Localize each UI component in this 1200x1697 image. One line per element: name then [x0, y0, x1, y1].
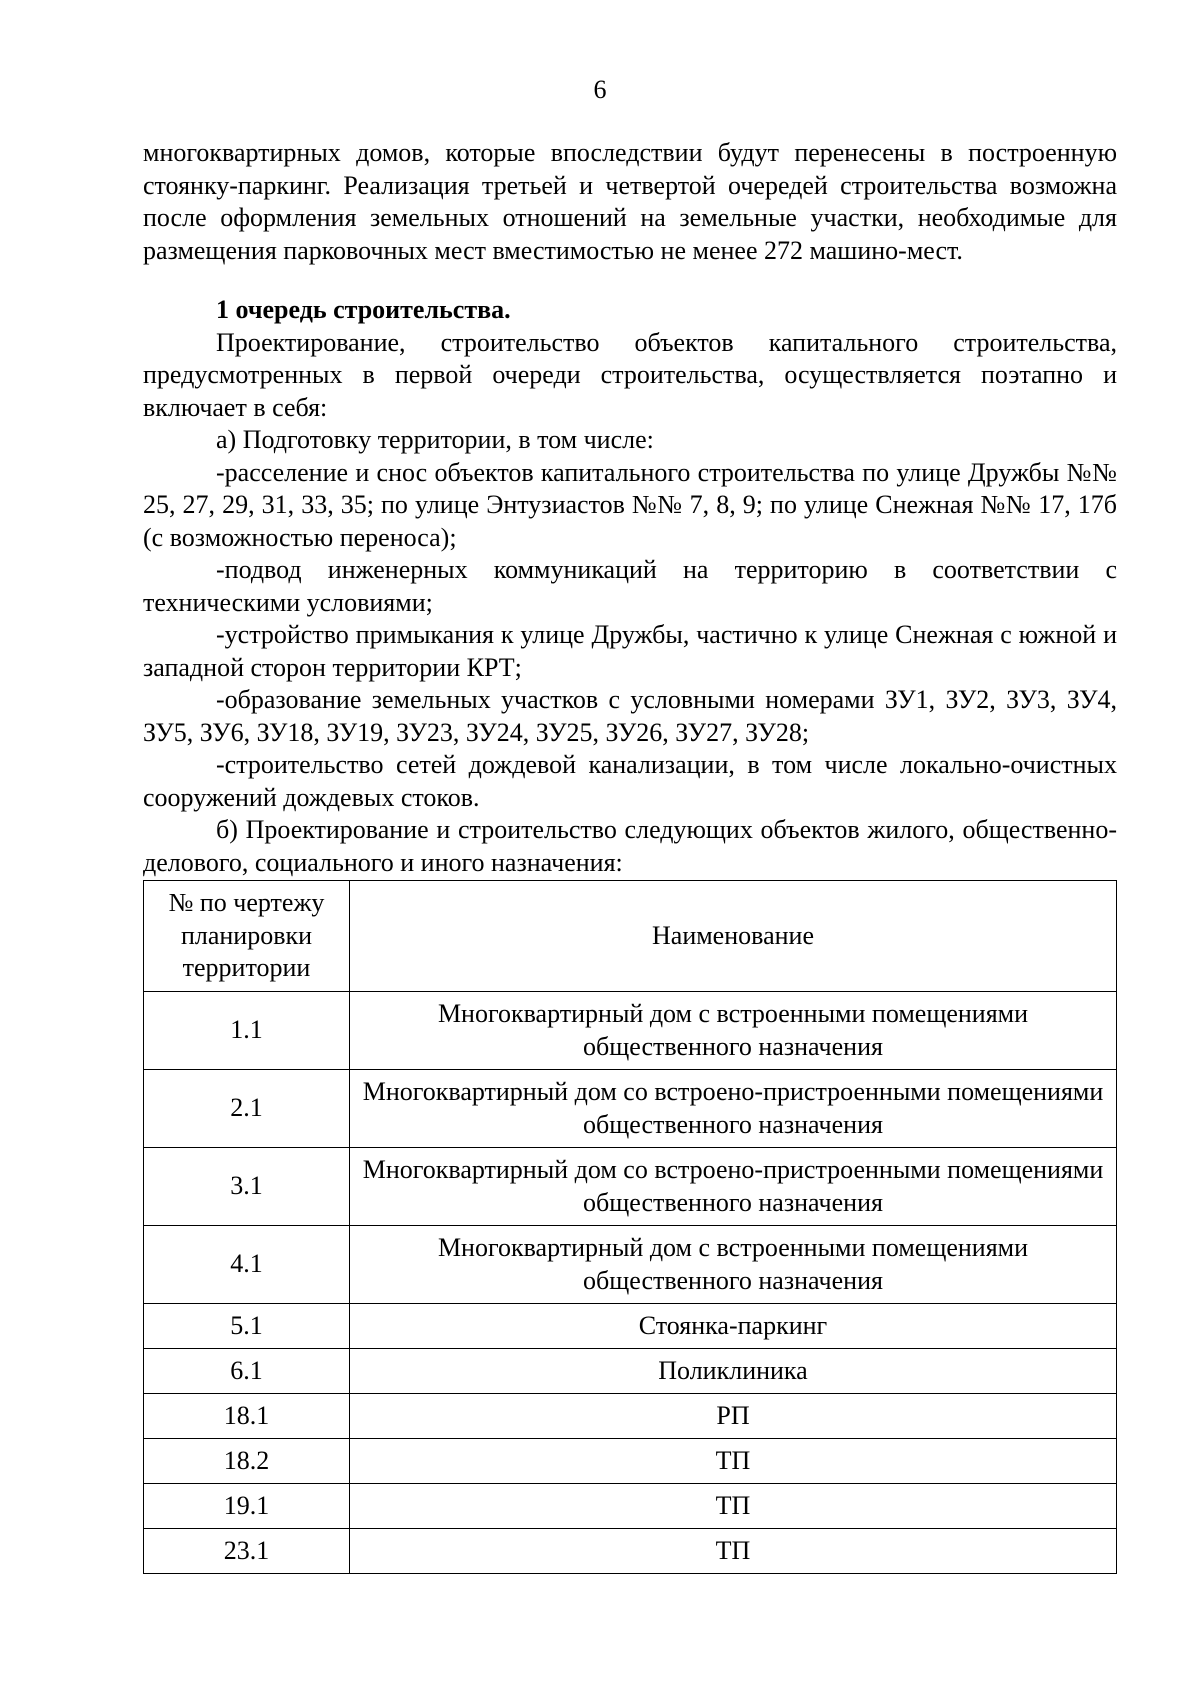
- paragraph-continuation: многоквартирных домов, которые впоследствии будут перенесены в построенную стоянку-паркинг. Реализация третьей и четвертой очередей строительства возможна после оформления земельных отношений на земельные участки, необходимые для размещения парковочных мест вместимостью не менее 272 машино-мест.: [143, 138, 1117, 265]
- cell-number: 4.1: [144, 1226, 350, 1304]
- table-row: [144, 1349, 1117, 1394]
- table-row: [144, 1304, 1117, 1349]
- cell-name: Стоянка-паркинг: [350, 1304, 1117, 1349]
- section-heading: 1 очередь строительства.: [216, 295, 511, 324]
- cell-number: 18.1: [144, 1394, 350, 1439]
- cell-name: ТП: [350, 1529, 1117, 1574]
- paragraph-intro: Проектирование, строительство объектов капитального строительства, предусмотренных в первой очереди строительства, осуществляется поэтапно и включает в себя:: [143, 327, 1117, 422]
- cell-number: 2.1: [144, 1070, 350, 1148]
- header-number: № по чертежу планировки территории: [144, 881, 350, 992]
- table-row: [144, 1394, 1117, 1439]
- paragraph-resettlement: -расселение и снос объектов капитального строительства по улице Дружбы №№ 25, 27, 29, 31, 33, 35; по улице Энтузиастов №№ 7, 8, 9; по улице Снежная №№ 17, 17б (с возможностью переноса);: [143, 457, 1117, 552]
- cell-number: 3.1: [144, 1148, 350, 1226]
- objects-table: [143, 880, 1117, 1574]
- table-row: [144, 992, 1117, 1070]
- cell-name: Поликлиника: [350, 1349, 1117, 1394]
- paragraph-junction: -устройство примыкания к улице Дружбы, частично к улице Снежная с южной и западной сторон территории КРТ;: [143, 620, 1117, 682]
- cell-number: 5.1: [144, 1304, 350, 1349]
- table-row: [144, 1148, 1117, 1226]
- cell-name: РП: [350, 1394, 1117, 1439]
- cell-number: 19.1: [144, 1484, 350, 1529]
- cell-number: 1.1: [144, 992, 350, 1070]
- table-row: [144, 1484, 1117, 1529]
- paragraph-drainage: -строительство сетей дождевой канализации, в том числе локально-очистных сооружений дождевых стоков.: [143, 750, 1117, 812]
- table-header-row: [144, 881, 1117, 992]
- cell-number: 23.1: [144, 1529, 350, 1574]
- cell-number: 6.1: [144, 1349, 350, 1394]
- cell-name: ТП: [350, 1484, 1117, 1529]
- cell-name: Многоквартирный дом со встроено-пристроенными помещениями общественного назначения: [350, 1070, 1117, 1148]
- table-row: [144, 1226, 1117, 1304]
- table-row: [144, 1439, 1117, 1484]
- page-number: 6: [593, 75, 607, 104]
- cell-name: Многоквартирный дом со встроено-пристроенными помещениями общественного назначения: [350, 1148, 1117, 1226]
- paragraph-land-plots: -образование земельных участков с условными номерами ЗУ1, ЗУ2, ЗУ3, ЗУ4, ЗУ5, ЗУ6, ЗУ18, ЗУ19, ЗУ23, ЗУ24, ЗУ25, ЗУ26, ЗУ27, ЗУ28;: [143, 685, 1117, 747]
- cell-name: Многоквартирный дом с встроенными помещениями общественного назначения: [350, 992, 1117, 1070]
- header-name: Наименование: [350, 881, 1117, 992]
- paragraph-item-b: б) Проектирование и строительство следующих объектов жилого, общественно-делового, социального и иного назначения:: [143, 815, 1117, 877]
- cell-number: 18.2: [144, 1439, 350, 1484]
- paragraph-item-a: а) Подготовку территории, в том числе:: [216, 425, 654, 454]
- document-body: [143, 137, 1117, 1574]
- table-row: [144, 1529, 1117, 1574]
- table-row: [144, 1070, 1117, 1148]
- cell-name: Многоквартирный дом с встроенными помещениями общественного назначения: [350, 1226, 1117, 1304]
- paragraph-utilities: -подвод инженерных коммуникаций на территорию в соответствии с техническими условиями;: [143, 555, 1117, 617]
- cell-name: ТП: [350, 1439, 1117, 1484]
